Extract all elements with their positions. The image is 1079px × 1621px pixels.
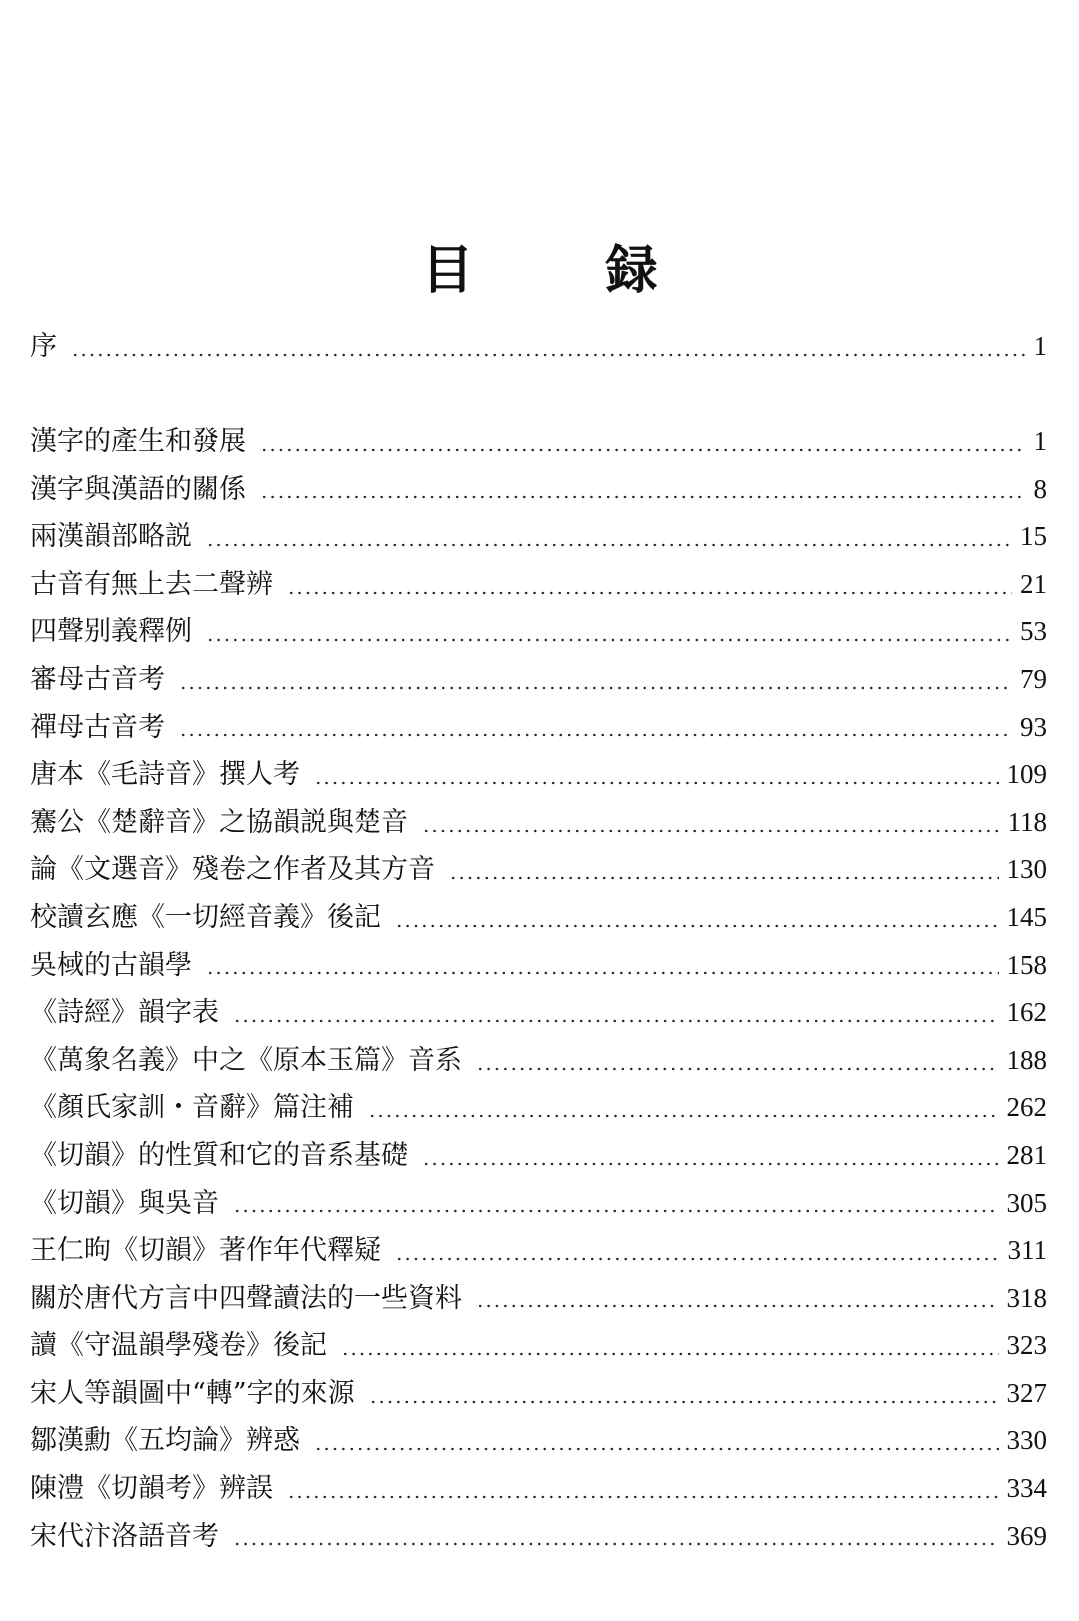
toc-entry-preface[interactable] <box>30 326 1047 374</box>
toc-entry-label: 兩漢韻部略説 <box>30 521 192 553</box>
toc-entry-label: 《顏氏家訓・音辭》篇注補 <box>30 1092 354 1124</box>
toc-entry[interactable] <box>30 516 1047 564</box>
toc-entry-page: 334 <box>1006 1473 1047 1504</box>
toc-entry[interactable] <box>30 1420 1047 1468</box>
dot-leader <box>206 543 1012 547</box>
toc-entry[interactable] <box>30 1468 1047 1516</box>
dot-leader <box>179 686 1012 690</box>
toc-entry-page: 79 <box>1020 663 1047 694</box>
dot-leader <box>260 448 1026 452</box>
toc-entry-page: 21 <box>1020 568 1047 599</box>
toc-entry-page: 158 <box>1006 949 1047 980</box>
toc-entry-page: 1 <box>1033 426 1047 456</box>
toc-entry-label: 陳澧《切韻考》辨誤 <box>30 1473 273 1505</box>
dot-leader <box>233 1542 999 1546</box>
dot-leader <box>206 971 999 975</box>
toc-entry[interactable] <box>30 1087 1047 1135</box>
dot-leader <box>341 1352 999 1356</box>
toc-entry-label: 讀《守温韻學殘卷》後記 <box>30 1330 327 1362</box>
toc-entry-page: 330 <box>1006 1425 1047 1456</box>
toc-entry-label: 序 <box>30 331 57 362</box>
dot-leader <box>369 1400 999 1404</box>
toc-entry-label: 校讀玄應《一切經音義》後記 <box>30 901 381 933</box>
toc-entry[interactable] <box>30 611 1047 659</box>
toc-entry-page: 1 <box>1033 331 1047 361</box>
toc-entry-label: 《萬象名義》中之《原本玉篇》音系 <box>30 1044 462 1076</box>
toc-entry-label: 《切韻》的性質和它的音系基礎 <box>30 1139 408 1171</box>
dot-leader <box>71 353 1026 357</box>
toc-entry-page: 145 <box>1006 901 1047 932</box>
toc-entry[interactable] <box>30 992 1047 1040</box>
dot-leader <box>368 1114 999 1118</box>
toc-entry-page: 53 <box>1020 616 1047 647</box>
toc-list <box>30 421 1047 1563</box>
dot-leader <box>395 1257 1000 1261</box>
dot-leader <box>476 1304 999 1308</box>
toc-entry-page: 188 <box>1006 1044 1047 1075</box>
toc-entry-label: 四聲别義釋例 <box>30 616 192 648</box>
toc-entry[interactable] <box>30 945 1047 993</box>
toc-entry-label: 關於唐代方言中四聲讀法的一些資料 <box>30 1282 462 1314</box>
toc-entry-page: 93 <box>1020 711 1047 742</box>
dot-leader <box>233 1209 999 1213</box>
toc-entry-label: 《詩經》韻字表 <box>30 997 219 1029</box>
toc-entry-label: 漢字與漢語的關係 <box>30 473 246 505</box>
toc-entry[interactable] <box>30 564 1047 612</box>
toc-entry-label: 騫公《楚辭音》之協韻説與楚音 <box>30 806 408 838</box>
toc-entry-page: 327 <box>1006 1377 1047 1408</box>
toc-entry-page: 311 <box>1007 1235 1047 1266</box>
toc-entry[interactable] <box>30 1135 1047 1183</box>
toc-entry-label: 吳棫的古韻學 <box>30 949 192 981</box>
toc-entry-label: 漢字的產生和發展 <box>30 426 246 457</box>
toc-entry-page: 369 <box>1006 1520 1047 1551</box>
toc-entry-label: 《切韻》與吳音 <box>30 1187 219 1219</box>
dot-leader <box>287 591 1012 595</box>
toc-entry[interactable] <box>30 1278 1047 1326</box>
toc-entry-page: 15 <box>1020 521 1047 552</box>
dot-leader <box>449 876 999 880</box>
toc-entry-label: 論《文選音》殘卷之作者及其方音 <box>30 854 435 886</box>
toc-entry-page: 305 <box>1006 1187 1047 1218</box>
dot-leader <box>314 1447 999 1451</box>
dot-leader <box>422 829 1000 833</box>
dot-leader <box>260 495 1026 499</box>
toc-entry-label: 審母古音考 <box>30 663 165 695</box>
dot-leader <box>395 924 999 928</box>
dot-leader <box>233 1019 999 1023</box>
dot-leader <box>422 1162 999 1166</box>
toc-entry[interactable] <box>30 1373 1047 1421</box>
toc-entry-page: 318 <box>1006 1282 1047 1313</box>
toc-entry-label: 宋人等韻圖中“轉”字的來源 <box>30 1377 355 1409</box>
toc-entry[interactable] <box>30 1325 1047 1373</box>
toc-entry-page: 130 <box>1006 854 1047 885</box>
toc-entry-page: 262 <box>1006 1092 1047 1123</box>
toc-entry[interactable] <box>30 659 1047 707</box>
toc-entry-page: 162 <box>1006 997 1047 1028</box>
toc-entry[interactable] <box>30 1040 1047 1088</box>
toc-entry[interactable] <box>30 849 1047 897</box>
toc-entry-label: 鄒漢勳《五均論》辨惑 <box>30 1425 300 1457</box>
toc-entry-label: 王仁昫《切韻》著作年代釋疑 <box>30 1235 381 1267</box>
dot-leader <box>314 781 999 785</box>
toc-entry[interactable] <box>30 802 1047 850</box>
dot-leader <box>287 1495 999 1499</box>
toc-entry-label: 禪母古音考 <box>30 711 165 743</box>
toc-entry[interactable] <box>30 1183 1047 1231</box>
toc-entry-page: 323 <box>1006 1330 1047 1361</box>
toc-entry-page: 118 <box>1007 806 1047 837</box>
page-title: 目 録 <box>421 239 698 301</box>
dot-leader <box>206 638 1012 642</box>
toc-entry[interactable] <box>30 1230 1047 1278</box>
dot-leader <box>179 733 1012 737</box>
toc-entry-page: 8 <box>1033 473 1047 504</box>
toc-entry[interactable] <box>30 707 1047 755</box>
dot-leader <box>476 1067 999 1071</box>
toc-entry-page: 281 <box>1006 1139 1047 1170</box>
toc-entry-label: 古音有無上去二聲辨 <box>30 568 273 600</box>
toc-entry-page: 109 <box>1006 759 1047 790</box>
toc-entry[interactable] <box>30 469 1047 517</box>
toc-entry[interactable] <box>30 1516 1047 1564</box>
preface-list <box>30 326 1047 374</box>
toc-entry[interactable] <box>30 754 1047 802</box>
toc-entry-label: 宋代汴洛語音考 <box>30 1520 219 1552</box>
toc-entry-label: 唐本《毛詩音》撰人考 <box>30 759 300 791</box>
toc-entry[interactable] <box>30 421 1047 469</box>
toc-entry[interactable] <box>30 897 1047 945</box>
